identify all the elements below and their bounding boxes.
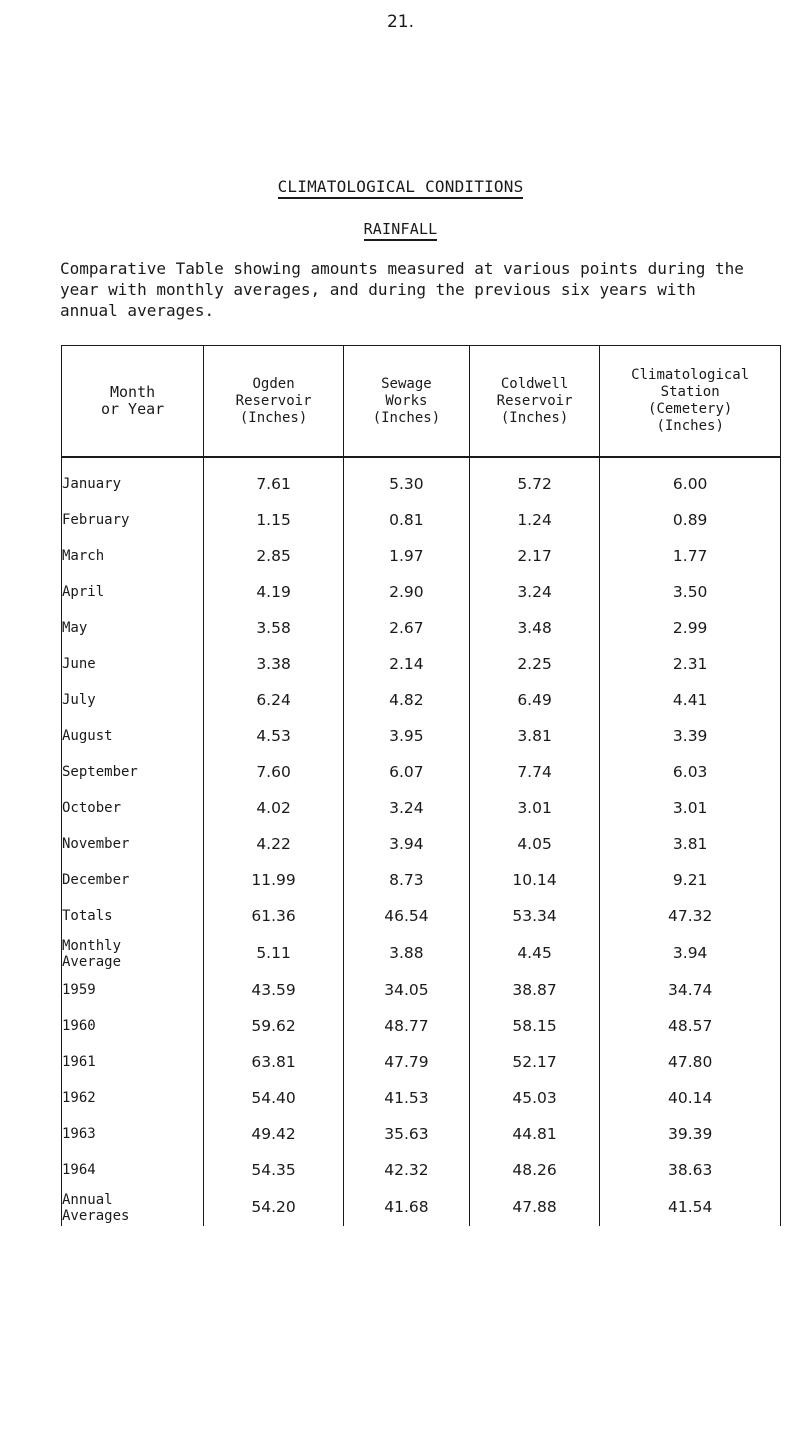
rainfall-value: 11.99 bbox=[204, 862, 344, 898]
rainfall-value: 5.30 bbox=[343, 457, 469, 502]
table-row bbox=[62, 862, 781, 898]
rainfall-value: 6.49 bbox=[469, 682, 600, 718]
rainfall-value: 47.88 bbox=[469, 1188, 600, 1226]
rainfall-value: 54.40 bbox=[204, 1080, 344, 1116]
row-label: November bbox=[62, 826, 204, 862]
row-label: April bbox=[62, 574, 204, 610]
rainfall-value: 45.03 bbox=[469, 1080, 600, 1116]
row-label: September bbox=[62, 754, 204, 790]
column-header-climatological-station bbox=[600, 346, 781, 458]
annual-averages-section bbox=[62, 1188, 781, 1226]
table-row bbox=[62, 457, 781, 502]
row-label: June bbox=[62, 646, 204, 682]
table-row bbox=[62, 972, 781, 1008]
rainfall-value: 35.63 bbox=[343, 1116, 469, 1152]
table-row bbox=[62, 1044, 781, 1080]
column-header-line: (Inches) bbox=[500, 409, 569, 426]
rainfall-value: 2.14 bbox=[343, 646, 469, 682]
rainfall-value: 47.79 bbox=[343, 1044, 469, 1080]
rainfall-value: 47.80 bbox=[600, 1044, 781, 1080]
rainfall-value: 41.68 bbox=[343, 1188, 469, 1226]
column-header-line: (Cemetery) bbox=[648, 401, 733, 417]
rainfall-value: 34.05 bbox=[343, 972, 469, 1008]
row-label-line: Monthly bbox=[62, 938, 122, 954]
column-header-line: Reservoir bbox=[235, 392, 312, 409]
rainfall-value: 4.53 bbox=[204, 718, 344, 754]
section-subtitle bbox=[0, 220, 801, 238]
rainfall-value: 34.74 bbox=[600, 972, 781, 1008]
rainfall-value: 3.81 bbox=[600, 826, 781, 862]
table-row bbox=[62, 1152, 781, 1188]
rainfall-value: 6.24 bbox=[204, 682, 344, 718]
rainfall-table bbox=[61, 345, 781, 1226]
monthly-average-section bbox=[62, 934, 781, 972]
table-row bbox=[62, 754, 781, 790]
row-label: August bbox=[62, 718, 204, 754]
rainfall-value: 54.35 bbox=[204, 1152, 344, 1188]
column-header-line: Climatological bbox=[631, 367, 750, 383]
rainfall-value: 1.24 bbox=[469, 502, 600, 538]
row-label bbox=[62, 1188, 204, 1226]
column-header-line: Reservoir bbox=[496, 392, 573, 409]
rainfall-value: 0.89 bbox=[600, 502, 781, 538]
rainfall-value: 63.81 bbox=[204, 1044, 344, 1080]
row-label: July bbox=[62, 682, 204, 718]
column-header-line: Station bbox=[660, 384, 720, 400]
rainfall-value: 3.39 bbox=[600, 718, 781, 754]
rainfall-value: 3.24 bbox=[343, 790, 469, 826]
table-row bbox=[62, 574, 781, 610]
row-label: 1960 bbox=[62, 1008, 204, 1044]
column-header-line: (Inches) bbox=[372, 409, 441, 426]
rainfall-value: 2.99 bbox=[600, 610, 781, 646]
row-label: 1962 bbox=[62, 1080, 204, 1116]
row-label bbox=[62, 934, 204, 972]
rainfall-value: 9.21 bbox=[600, 862, 781, 898]
rainfall-value: 4.19 bbox=[204, 574, 344, 610]
rainfall-value: 3.01 bbox=[600, 790, 781, 826]
column-header-line: Works bbox=[385, 392, 428, 409]
table-row bbox=[62, 826, 781, 862]
row-label: May bbox=[62, 610, 204, 646]
rainfall-value: 8.73 bbox=[343, 862, 469, 898]
rainfall-value: 54.20 bbox=[204, 1188, 344, 1226]
rainfall-value: 6.00 bbox=[600, 457, 781, 502]
rainfall-value: 43.59 bbox=[204, 972, 344, 1008]
rainfall-value: 7.60 bbox=[204, 754, 344, 790]
rainfall-value: 3.94 bbox=[600, 934, 781, 972]
rainfall-value: 42.32 bbox=[343, 1152, 469, 1188]
rainfall-value: 4.45 bbox=[469, 934, 600, 972]
row-label: Totals bbox=[62, 898, 204, 934]
rainfall-value: 48.77 bbox=[343, 1008, 469, 1044]
rainfall-value: 61.36 bbox=[204, 898, 344, 934]
rainfall-value: 3.95 bbox=[343, 718, 469, 754]
rainfall-value: 3.38 bbox=[204, 646, 344, 682]
monthly-average-row bbox=[62, 934, 781, 972]
row-label: 1959 bbox=[62, 972, 204, 1008]
rainfall-value: 7.74 bbox=[469, 754, 600, 790]
rainfall-value: 2.17 bbox=[469, 538, 600, 574]
rainfall-value: 5.72 bbox=[469, 457, 600, 502]
rainfall-value: 6.07 bbox=[343, 754, 469, 790]
rainfall-value: 38.63 bbox=[600, 1152, 781, 1188]
rainfall-value: 10.14 bbox=[469, 862, 600, 898]
table-row bbox=[62, 538, 781, 574]
rainfall-value: 38.87 bbox=[469, 972, 600, 1008]
row-label-line: Annual bbox=[62, 1192, 113, 1208]
section-subtitle-text: RAINFALL bbox=[364, 220, 438, 241]
rainfall-value: 3.01 bbox=[469, 790, 600, 826]
rainfall-value: 4.22 bbox=[204, 826, 344, 862]
rainfall-value: 47.32 bbox=[600, 898, 781, 934]
rainfall-value: 2.31 bbox=[600, 646, 781, 682]
column-header-month-or-year bbox=[62, 346, 204, 458]
row-label: February bbox=[62, 502, 204, 538]
years-section bbox=[62, 972, 781, 1188]
column-header-ogden-reservoir bbox=[204, 346, 344, 458]
table-row bbox=[62, 790, 781, 826]
rainfall-value: 2.90 bbox=[343, 574, 469, 610]
rainfall-value: 4.82 bbox=[343, 682, 469, 718]
rainfall-value: 3.50 bbox=[600, 574, 781, 610]
rainfall-value: 3.24 bbox=[469, 574, 600, 610]
row-label: January bbox=[62, 457, 204, 502]
rainfall-value: 0.81 bbox=[343, 502, 469, 538]
table-row bbox=[62, 1080, 781, 1116]
column-header-line: Month bbox=[110, 383, 156, 401]
rainfall-value: 3.88 bbox=[343, 934, 469, 972]
table-row bbox=[62, 646, 781, 682]
rainfall-value: 1.77 bbox=[600, 538, 781, 574]
table-row bbox=[62, 502, 781, 538]
column-header-sewage-works bbox=[343, 346, 469, 458]
rainfall-value: 2.85 bbox=[204, 538, 344, 574]
page-number: 21. bbox=[386, 12, 415, 32]
rainfall-value: 40.14 bbox=[600, 1080, 781, 1116]
row-label: March bbox=[62, 538, 204, 574]
row-label: October bbox=[62, 790, 204, 826]
column-header-line: Sewage bbox=[381, 375, 432, 392]
rainfall-value: 6.03 bbox=[600, 754, 781, 790]
rainfall-value: 5.11 bbox=[204, 934, 344, 972]
rainfall-value: 39.39 bbox=[600, 1116, 781, 1152]
column-header-line: (Inches) bbox=[656, 418, 724, 434]
rainfall-value: 59.62 bbox=[204, 1008, 344, 1044]
months-section bbox=[62, 457, 781, 898]
rainfall-value: 49.42 bbox=[204, 1116, 344, 1152]
rainfall-value: 3.81 bbox=[469, 718, 600, 754]
intro-paragraph: Comparative Table showing amounts measured at various points during the year with monthly averages, and during the previous six years with annual averages. bbox=[60, 259, 744, 320]
rainfall-value: 2.67 bbox=[343, 610, 469, 646]
column-header-line: or Year bbox=[100, 400, 165, 418]
row-label-line: Average bbox=[62, 954, 122, 970]
rainfall-value: 1.97 bbox=[343, 538, 469, 574]
table-row bbox=[62, 718, 781, 754]
table-header-row bbox=[62, 346, 781, 458]
totals-row bbox=[62, 898, 781, 934]
rainfall-value: 3.48 bbox=[469, 610, 600, 646]
rainfall-value: 1.15 bbox=[204, 502, 344, 538]
rainfall-value: 46.54 bbox=[343, 898, 469, 934]
totals-section bbox=[62, 898, 781, 934]
rainfall-value: 3.94 bbox=[343, 826, 469, 862]
rainfall-value: 41.54 bbox=[600, 1188, 781, 1226]
page-title bbox=[0, 177, 801, 196]
annual-averages-row bbox=[62, 1188, 781, 1226]
row-label: 1963 bbox=[62, 1116, 204, 1152]
rainfall-value: 7.61 bbox=[204, 457, 344, 502]
row-label: 1961 bbox=[62, 1044, 204, 1080]
column-header-line: Ogden bbox=[252, 375, 295, 392]
rainfall-value: 44.81 bbox=[469, 1116, 600, 1152]
row-label-line: Averages bbox=[62, 1208, 130, 1224]
table-row bbox=[62, 1116, 781, 1152]
column-header-coldwell-reservoir bbox=[469, 346, 600, 458]
rainfall-value: 52.17 bbox=[469, 1044, 600, 1080]
row-label: December bbox=[62, 862, 204, 898]
rainfall-value: 58.15 bbox=[469, 1008, 600, 1044]
rainfall-value: 2.25 bbox=[469, 646, 600, 682]
column-header-line: Coldwell bbox=[500, 375, 569, 392]
rainfall-value: 48.57 bbox=[600, 1008, 781, 1044]
rainfall-value: 53.34 bbox=[469, 898, 600, 934]
rainfall-value: 3.58 bbox=[204, 610, 344, 646]
table-row bbox=[62, 1008, 781, 1044]
page-title-text: CLIMATOLOGICAL CONDITIONS bbox=[278, 177, 524, 199]
table-row bbox=[62, 610, 781, 646]
rainfall-value: 4.41 bbox=[600, 682, 781, 718]
rainfall-value: 4.05 bbox=[469, 826, 600, 862]
table-row bbox=[62, 682, 781, 718]
row-label: 1964 bbox=[62, 1152, 204, 1188]
rainfall-value: 41.53 bbox=[343, 1080, 469, 1116]
rainfall-value: 4.02 bbox=[204, 790, 344, 826]
column-header-line: (Inches) bbox=[239, 409, 308, 426]
rainfall-value: 48.26 bbox=[469, 1152, 600, 1188]
